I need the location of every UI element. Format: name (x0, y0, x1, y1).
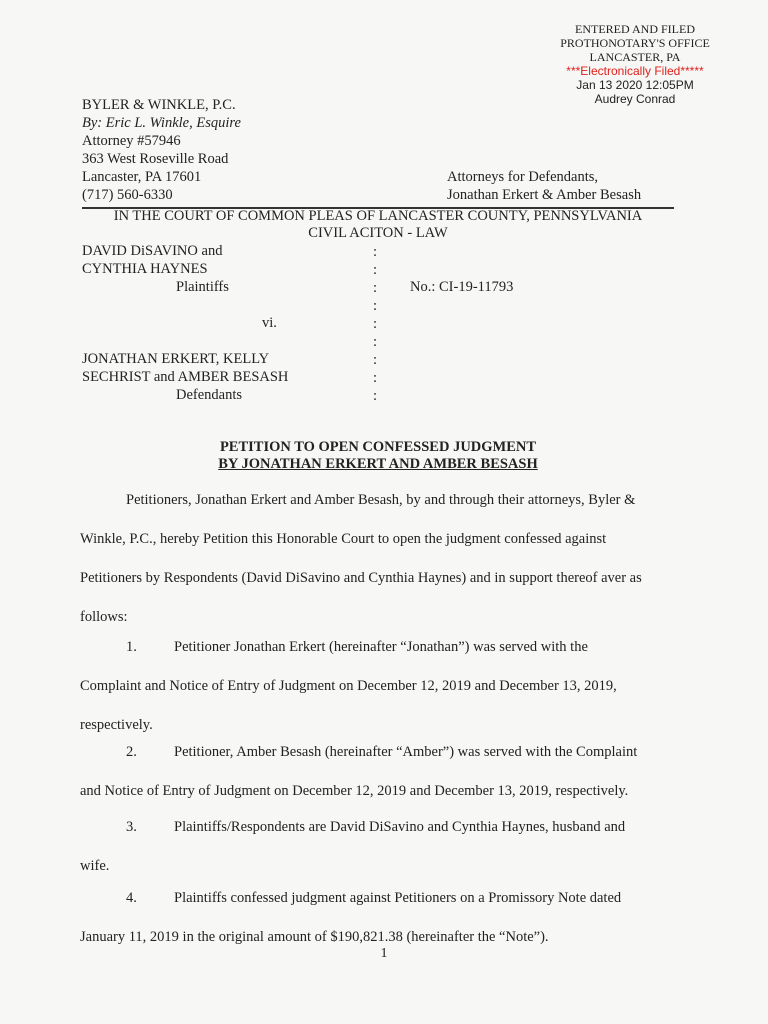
caption-colon: : (373, 244, 378, 260)
electronically-filed-notice: ***Electronically Filed***** (566, 64, 704, 78)
defendant-name: SECHRIST and AMBER BESASH (82, 369, 289, 385)
text-fragment: Petitioner, Amber Besash (hereinafter “Amber”) was served with the Complaint (174, 744, 638, 760)
defendants-role: Defendants (176, 387, 243, 403)
text-line (80, 628, 680, 667)
action-type: CIVIL ACITON - LAW (308, 225, 448, 241)
paragraph-number: 2. (126, 744, 137, 760)
court-name: IN THE COURT OF COMMON PLEAS OF LANCASTER COUNTY, PENNSYLVANIA (113, 208, 643, 224)
document-title (82, 439, 674, 473)
caption-colon: : (373, 280, 378, 296)
firm-city: Lancaster, PA 17601 (82, 169, 202, 185)
page-number: 1 (380, 946, 388, 961)
caption-colon: : (373, 388, 378, 404)
text-line: and Notice of Entry of Judgment on December 12, 2019 and December 13, 2019, respectively. (80, 783, 629, 799)
text-line (80, 808, 680, 847)
caption-colon: : (373, 370, 378, 386)
text-line: Petitioners by Respondents (David DiSavino and Cynthia Haynes) and in support thereof aver as (80, 570, 642, 586)
filing-stamp (535, 22, 735, 106)
text-line: wife. (80, 858, 110, 874)
plaintiff-name: CYNTHIA HAYNES (82, 261, 208, 277)
caption-colon: : (373, 262, 378, 278)
numbered-paragraph (80, 808, 680, 886)
title-line: PETITION TO OPEN CONFESSED JUDGMENT (219, 439, 537, 455)
paragraph-number: 3. (126, 819, 137, 835)
counsel-for-parties: Jonathan Erkert & Amber Besash (447, 187, 642, 203)
stamp-line: ENTERED AND FILED (575, 22, 695, 36)
text-fragment: Plaintiffs confessed judgment against Petitioners on a Promissory Note dated (174, 890, 622, 906)
numbered-paragraph (80, 733, 680, 811)
paragraph-number: 4. (126, 890, 137, 906)
text-line: Complaint and Notice of Entry of Judgment on December 12, 2019 and December 13, 2019, (80, 678, 617, 694)
counsel-for-block (447, 168, 641, 204)
text-fragment: Plaintiffs/Respondents are David DiSavino and Cynthia Haynes, husband and (174, 819, 626, 835)
numbered-paragraph (80, 628, 680, 745)
attorney-number: Attorney #57946 (82, 133, 181, 149)
case-number: No.: CI-19-11793 (410, 279, 514, 295)
caption-colon: : (373, 334, 378, 350)
text-line: Petitioners, Jonathan Erkert and Amber Besash, by and through their attorneys, Byler & (126, 492, 636, 508)
court-heading (82, 208, 674, 242)
firm-street: 363 West Roseville Road (82, 151, 229, 167)
caption-colon: : (373, 298, 378, 314)
paragraph-number: 1. (126, 639, 137, 655)
counsel-for-line: Attorneys for Defendants, (447, 169, 598, 185)
text-line (80, 733, 680, 772)
title-line: BY JONATHAN ERKERT AND AMBER BESASH (218, 456, 538, 472)
caption-colon: : (373, 316, 378, 332)
text-line (80, 879, 680, 918)
text-line: Winkle, P.C., hereby Petition this Honorable Court to open the judgment confessed against (80, 531, 607, 547)
stamp-line: LANCASTER, PA (589, 50, 681, 64)
plaintiffs-role: Plaintiffs (176, 279, 229, 295)
text-fragment: Petitioner Jonathan Erkert (hereinafter “Jonathan”) was served with the (174, 639, 588, 655)
filing-datetime: Jan 13 2020 12:05PM (576, 78, 694, 92)
defendants-names (82, 350, 288, 386)
filing-clerk: Audrey Conrad (594, 92, 676, 106)
stamp-line: PROTHONOTARY'S OFFICE (560, 36, 710, 50)
firm-phone: (717) 560-6330 (82, 187, 173, 203)
caption-colon: : (373, 352, 378, 368)
attorney-block (82, 96, 241, 204)
text-line: January 11, 2019 in the original amount of $190,821.38 (hereinafter the “Note”). (80, 929, 549, 945)
intro-paragraph (80, 481, 680, 637)
text-line: respectively. (80, 717, 153, 733)
attorney-name: By: Eric L. Winkle, Esquire (82, 115, 241, 131)
plaintiff-name: DAVID DiSAVINO and (82, 243, 223, 259)
versus-label: vi. (262, 315, 277, 331)
plaintiffs-names (82, 242, 222, 278)
text-line: follows: (80, 609, 128, 625)
firm-name: BYLER & WINKLE, P.C. (82, 97, 236, 113)
defendant-name: JONATHAN ERKERT, KELLY (82, 351, 270, 367)
